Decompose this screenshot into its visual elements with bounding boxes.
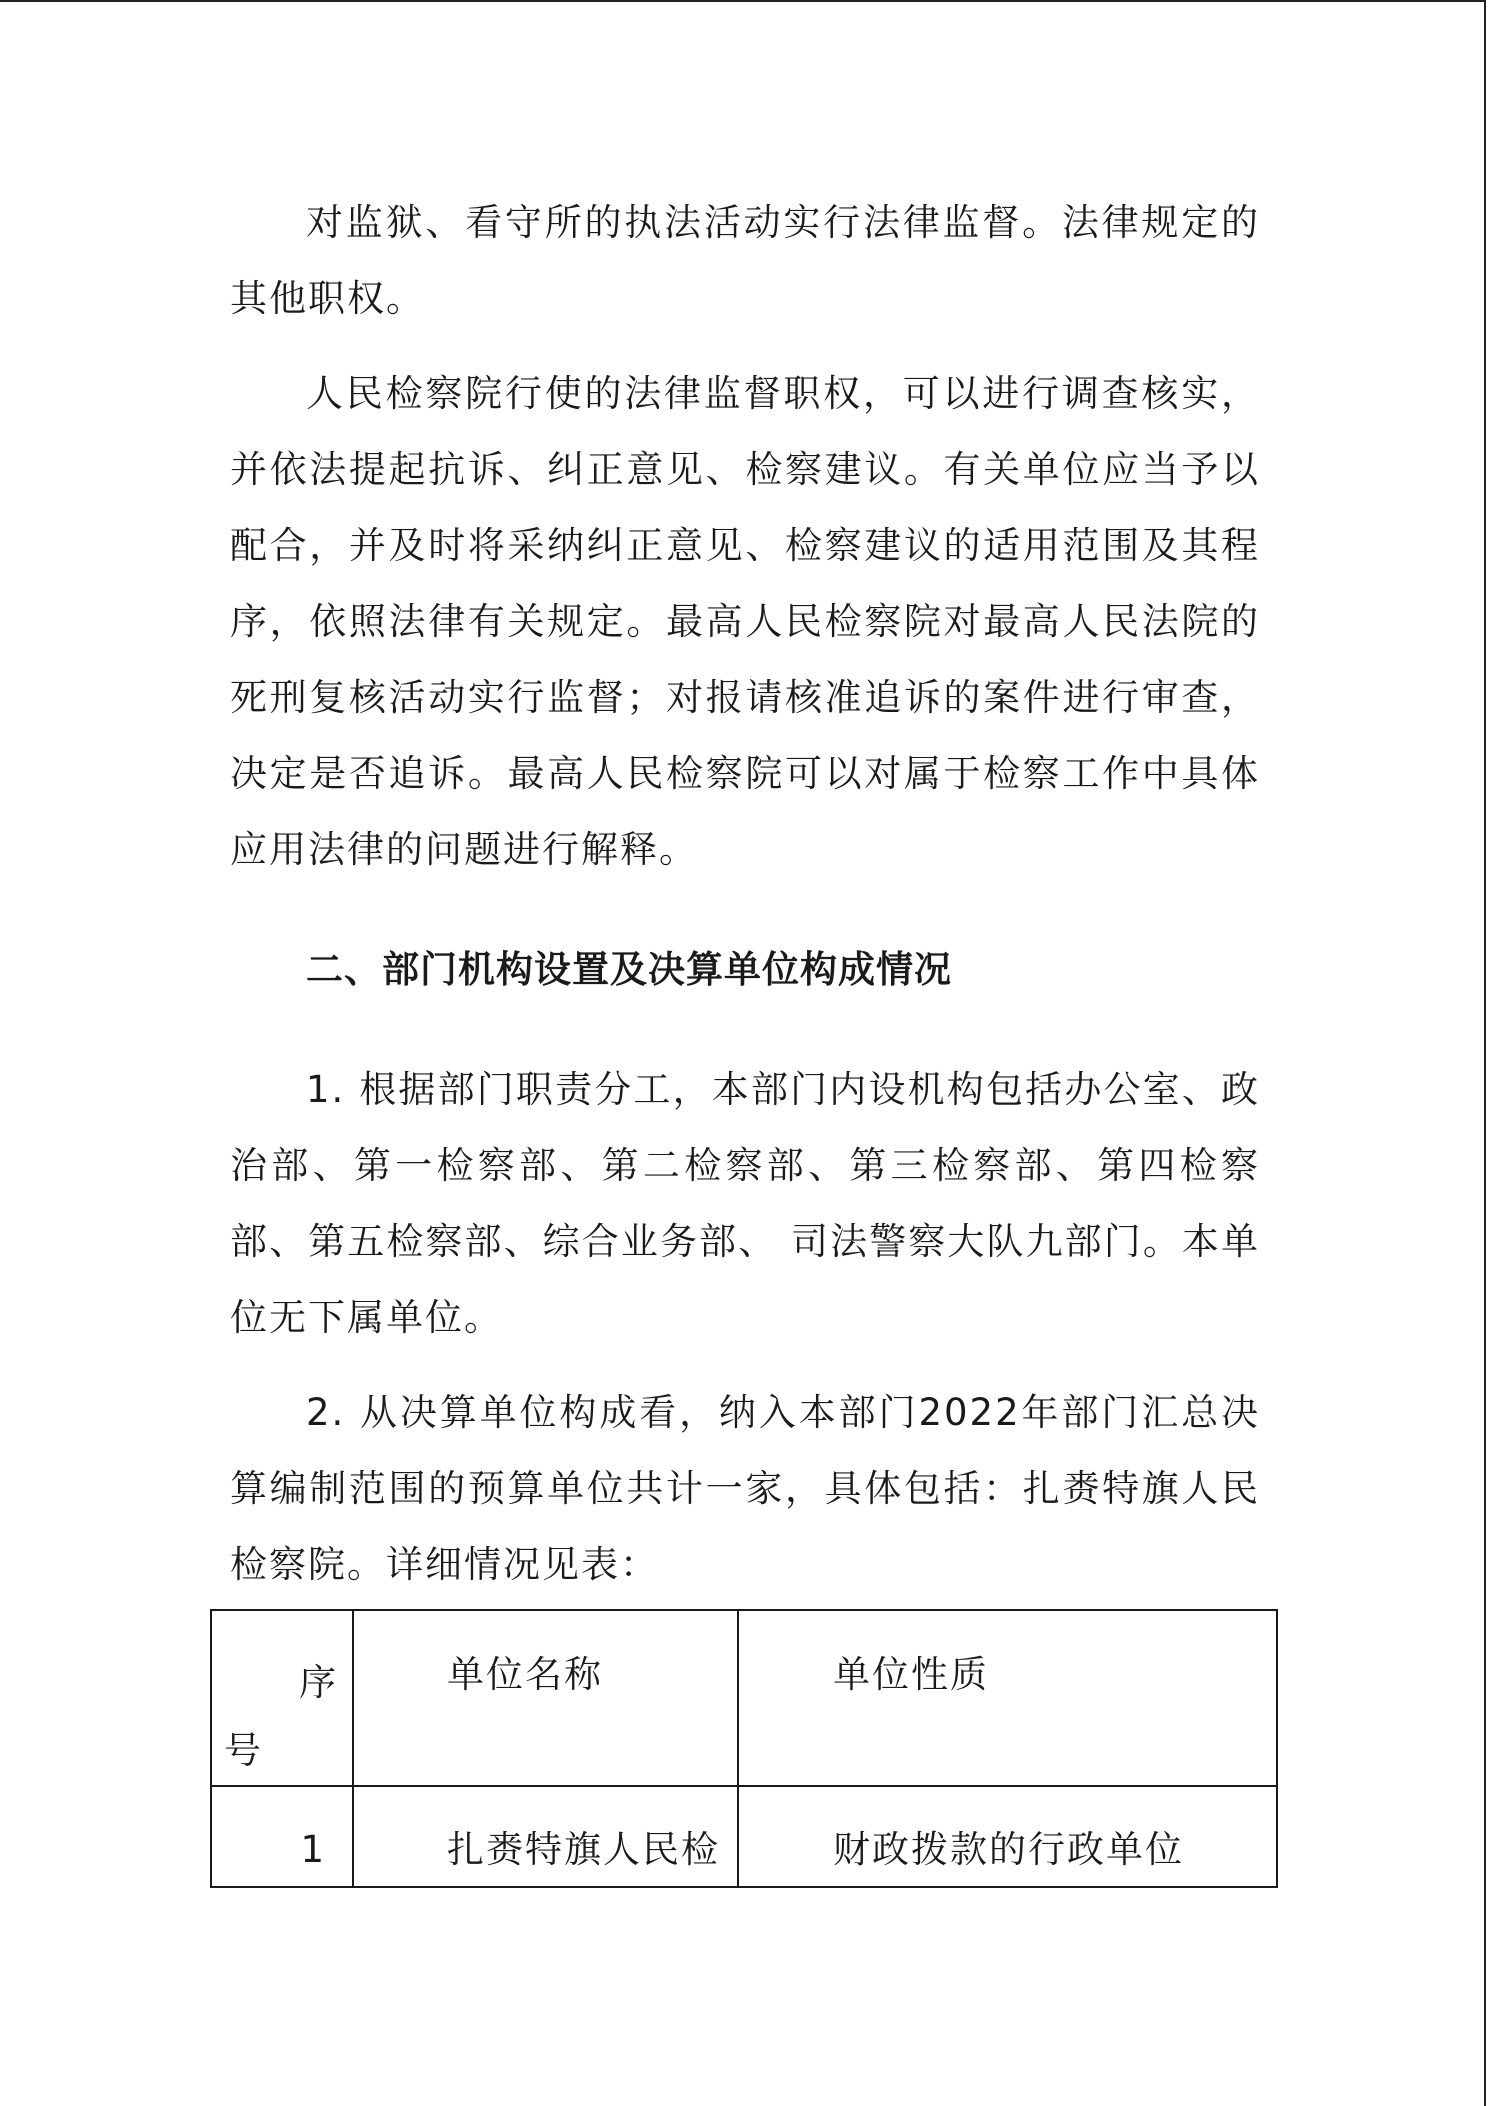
header-seq-line1: 序 — [299, 1661, 338, 1704]
cell-unit-name-value: 扎赉特旗人民检 — [447, 1828, 720, 1871]
header-seq — [211, 1610, 353, 1786]
cell-unit-name — [353, 1786, 738, 1887]
paragraph-supervision-powers: 对监狱、看守所的执法活动实行法律监督。法律规定的其他职权。 — [230, 201, 1260, 320]
document-body — [230, 185, 1260, 1603]
cell-unit-type — [738, 1786, 1277, 1887]
header-seq-line2: 号 — [224, 1729, 263, 1772]
cell-unit-type-value: 财政拨款的行政单位 — [833, 1828, 1184, 1871]
section-heading: 二、部门机构设置及决算单位构成情况 — [306, 948, 952, 991]
header-unit-name-label: 单位名称 — [447, 1653, 603, 1696]
header-unit-type — [738, 1610, 1277, 1786]
paragraph-internal-departments: 1. 根据部门职责分工，本部门内设机构包括办公室、政治部、第一检察部、第二检察部、第三检察部、第四检察部、第五检察部、综合业务部、 司法警察大队九部门。本单位无下属单位。 — [230, 1068, 1260, 1339]
table-header-row — [211, 1610, 1277, 1786]
cell-seq — [211, 1786, 353, 1887]
cell-seq-value: 1 — [300, 1828, 326, 1871]
header-unit-name — [353, 1610, 738, 1786]
paragraph-legal-supervision: 人民检察院行使的法律监督职权，可以进行调查核实，并依法提起抗诉、纠正意见、检察建议。有关单位应当予以配合，并及时将采纳纠正意见、检察建议的适用范围及其程序，依照法律有关规定。最高人民检察院对最高人民法院的死刑复核活动实行监督；对报请核准追诉的案件进行审查，决定是否追诉。最高人民检察院可以对属于检察工作中具体应用法律的问题进行解释。 — [230, 372, 1260, 871]
table-row — [211, 1786, 1277, 1887]
paragraph-budget-units: 2. 从决算单位构成看，纳入本部门2022年部门汇总决算编制范围的预算单位共计一家，具体包括：扎赉特旗人民检察院。详细情况见表： — [230, 1391, 1260, 1586]
budget-unit-table — [210, 1609, 1278, 1888]
header-unit-type-label: 单位性质 — [833, 1653, 989, 1696]
